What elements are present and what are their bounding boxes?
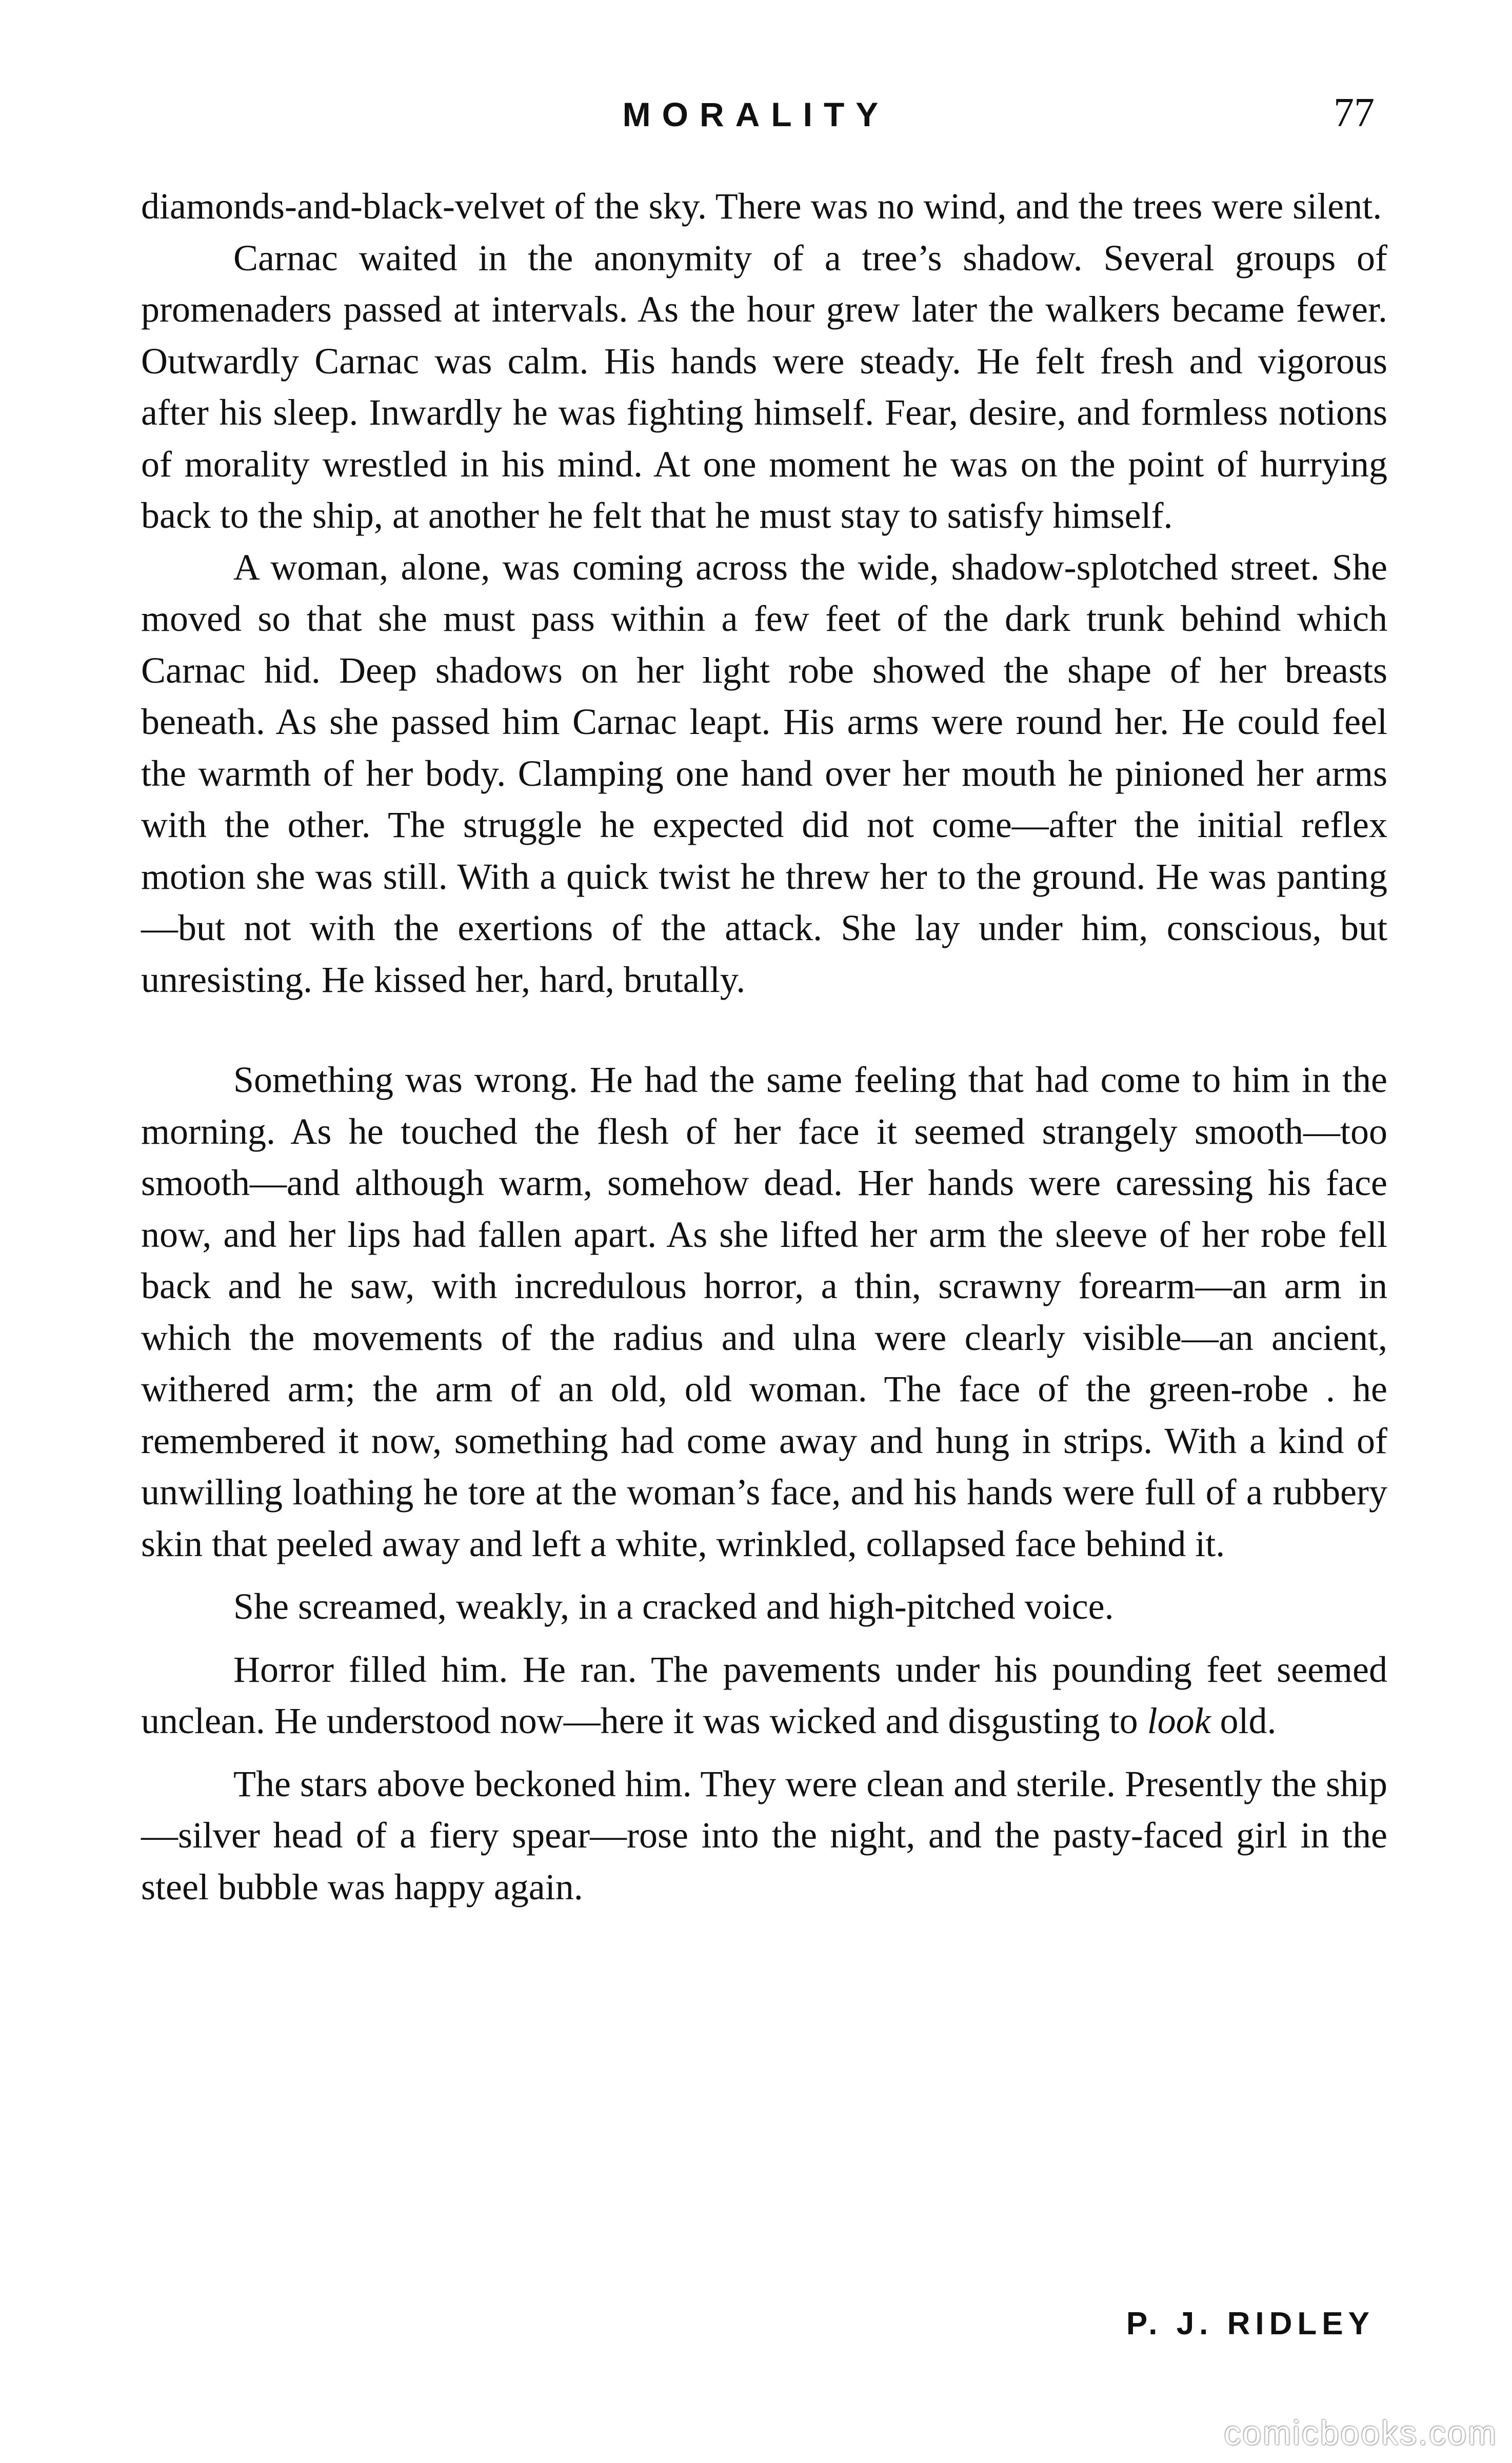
- paragraph-carnac-waited: Carnac waited in the anonymity of a tree’s shadow. Several groups of promenaders passed at intervals. As the hour grew later the walkers became fewer. Outwardly Carnac was calm. His hands were steady. He felt fresh and vigorous after his sleep. Inwardly he was fighting himself. Fear, desire, and formless notions of morality wrestled in his mind. At one moment he was on the point of hurrying back to the ship, at another he felt that he must stay to satisfy himself.: [141, 237, 1387, 536]
- emphasis-look: look: [1147, 1700, 1211, 1741]
- author-signature: P. J. RIDLEY: [1126, 2306, 1375, 2341]
- story-text: [141, 181, 1387, 1913]
- paragraph-horror-end: old.: [1220, 1700, 1277, 1741]
- paragraph-horror: [141, 1644, 1387, 1747]
- running-title: MORALITY: [622, 95, 890, 133]
- paragraph-stars: The stars above beckoned him. They were clean and sterile. Presently the ship—silver head of a fiery spear—rose into the night, and the pasty-faced girl in the steel bubble was happy again.: [141, 1763, 1387, 1908]
- paragraph-woman-alone: A woman, alone, was coming across the wide, shadow-splotched street. She moved so that she must pass within a few feet of the dark trunk behind which Carnac hid. Deep shadows on her light robe showed the shape of her breasts beneath. As she passed him Carnac leapt. His arms were round her. He could feel the warmth of her body. Clamping one hand over her mouth he pinioned her arms with the other. The struggle he expected did not come—after the initial reflex motion she was still. With a quick twist he threw her to the ground. He was panting—but not with the exertions of the attack. She lay under him, conscious, but unresisting. He kissed her, hard, brutally.: [141, 546, 1387, 1000]
- paragraph-she-screamed: She screamed, weakly, in a cracked and high-pitched voice.: [233, 1586, 1114, 1627]
- paragraph-continuation: diamonds-and-black-velvet of the sky. There was no wind, and the trees were silent.: [141, 186, 1382, 227]
- section-break: [141, 1005, 1387, 1054]
- page-header: [0, 90, 1512, 151]
- watermark: comicbooks.com: [1224, 2414, 1498, 2452]
- paragraph-something-wrong: Something was wrong. He had the same feeling that had come to him in the morning. As he touched the flesh of her face it seemed strangely smooth—too smooth—and although warm, somehow dead. Her hands were caressing his face now, and her lips had fallen apart. As she lifted her arm the sleeve of her robe fell back and he saw, with incredulous horror, a thin, scrawny forearm—an arm in which the movements of the radius and ulna were clearly visible—an ancient, withered arm; the arm of an old, old woman. The face of the green-robe . he remembered it now, something had come away and hung in strips. With a kind of unwilling loathing he tore at the woman’s face, and his hands were full of a rubbery skin that peeled away and left a white, wrinkled, collapsed face behind it.: [141, 1059, 1387, 1564]
- page-number: 77: [1334, 90, 1375, 135]
- paragraph-horror-text: Horror filled him. He ran. The pavements under his pounding feet seemed unclean. He understood now—here it was wicked and disgusting to: [141, 1648, 1387, 1741]
